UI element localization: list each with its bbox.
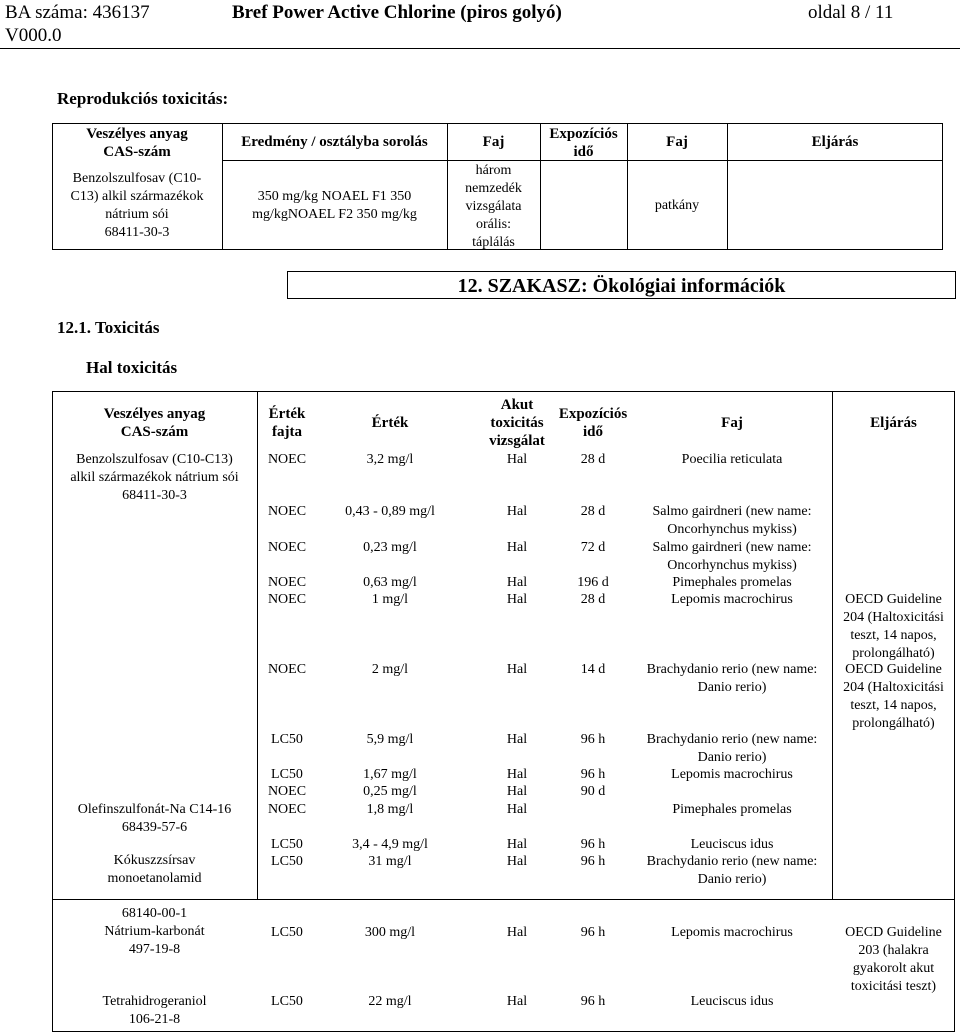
substance-natrium-karbonat: 68140-00-1 Nátrium-karbonát 497-19-8 — [104, 906, 205, 957]
row-7-acute: Hal — [506, 767, 528, 782]
row-5-type: NOEC — [267, 662, 307, 677]
repro-result: 350 mg/kg NOAEL F1 350 mg/kgNOAEL F2 350 mg/kg — [252, 189, 417, 222]
product-title: Bref Power Active Chlorine (piros golyó) — [232, 2, 562, 23]
row-0-species: Poecilia reticulata — [681, 452, 783, 467]
repro-faj2: patkány — [654, 198, 700, 213]
row-2-species: Salmo gairdneri (new name: Oncorhynchus mykiss) — [652, 540, 812, 573]
row-0-acute: Hal — [506, 452, 528, 467]
row-10-value: 3,4 - 4,9 mg/l — [352, 837, 428, 852]
fish-h-acute: Akut toxicitás vizsgálat — [489, 397, 545, 449]
repro-h-result: Eredmény / osztályba sorolás — [241, 134, 428, 150]
row-10-type: LC50 — [271, 837, 303, 852]
row-7-expo: 96 h — [580, 767, 606, 782]
row-6-expo: 96 h — [580, 732, 606, 747]
row-2-value: 0,23 mg/l — [363, 540, 417, 555]
row-13-acute: Hal — [506, 994, 528, 1009]
fish-h-method: Eljárás — [870, 415, 917, 431]
row-3-acute: Hal — [506, 575, 528, 590]
page-number: oldal 8 / 11 — [808, 2, 894, 23]
row-3-type: NOEC — [267, 575, 307, 590]
row-4-type: NOEC — [267, 592, 307, 607]
row-13-type: LC50 — [271, 994, 303, 1009]
ba-number: BA száma: 436137 — [5, 2, 150, 23]
row-12-type: LC50 — [271, 925, 303, 940]
repro-title: Reprodukciós toxicitás: — [57, 89, 229, 108]
row-11-species: Brachydanio rerio (new name: Danio rerio) — [646, 854, 818, 887]
row-5-method: OECD Guideline 204 (Haltoxicitási teszt, 14 napos, prolongálható) — [843, 662, 944, 731]
row-13-value: 22 mg/l — [368, 994, 412, 1009]
row-11-acute: Hal — [506, 854, 528, 869]
row-1-value: 0,43 - 0,89 mg/l — [345, 504, 435, 519]
fish-h-species: Faj — [721, 415, 743, 431]
row-3-expo: 196 d — [577, 575, 609, 590]
row-6-value: 5,9 mg/l — [366, 732, 414, 747]
fish-h-valtype: Érték fajta — [268, 406, 306, 440]
row-12-expo: 96 h — [580, 925, 606, 940]
row-2-type: NOEC — [267, 540, 307, 555]
row-0-expo: 28 d — [580, 452, 606, 467]
row-4-method: OECD Guideline 204 (Haltoxicitási teszt, 14 napos, prolongálható) — [843, 592, 944, 661]
repro-h-method: Eljárás — [811, 134, 859, 150]
row-10-acute: Hal — [506, 837, 528, 852]
row-13-species: Leuciscus idus — [690, 994, 774, 1009]
row-0-type: NOEC — [267, 452, 307, 467]
row-9-acute: Hal — [506, 802, 528, 817]
row-8-acute: Hal — [506, 784, 528, 799]
row-12-value: 300 mg/l — [364, 925, 416, 940]
row-9-species: Pimephales promelas — [672, 802, 792, 817]
fish-h-expo: Expozíciós idő — [558, 406, 628, 440]
repro-h-substance: Veszélyes anyag CAS-szám — [86, 126, 188, 160]
repro-substance: Benzolszulfosav (C10- C13) alkil származékok nátrium sói 68411-30-3 — [70, 171, 204, 240]
row-5-value: 2 mg/l — [371, 662, 409, 677]
row-5-acute: Hal — [506, 662, 528, 677]
row-5-expo: 14 d — [580, 662, 606, 677]
row-5-species: Brachydanio rerio (new name: Danio rerio) — [646, 662, 818, 695]
row-12-method: OECD Guideline 203 (halakra gyakorolt akut toxicitási teszt) — [845, 925, 942, 994]
row-11-type: LC50 — [271, 854, 303, 869]
repro-h-faj: Faj — [482, 134, 505, 150]
row-8-type: NOEC — [267, 784, 307, 799]
row-2-acute: Hal — [506, 540, 528, 555]
row-4-value: 1 mg/l — [371, 592, 409, 607]
row-1-species: Salmo gairdneri (new name: Oncorhynchus mykiss) — [652, 504, 812, 537]
fish-h-value: Érték — [371, 415, 409, 431]
substance-benzolszulfosav: Benzolszulfosav (C10-C13) alkil származékok nátrium sói 68411-30-3 — [70, 452, 239, 503]
header-rule — [0, 48, 960, 49]
row-1-expo: 28 d — [580, 504, 606, 519]
row-0-value: 3,2 mg/l — [366, 452, 414, 467]
row-9-value: 1,8 mg/l — [366, 802, 414, 817]
row-10-expo: 96 h — [580, 837, 606, 852]
version: V000.0 — [5, 25, 62, 46]
row-3-value: 0,63 mg/l — [363, 575, 417, 590]
row-6-species: Brachydanio rerio (new name: Danio rerio) — [646, 732, 818, 765]
substance-tetrahidrogeraniol: Tetrahidrogeraniol 106-21-8 — [102, 994, 207, 1027]
substance-olefinszulfonat: Olefinszulfonát-Na C14-16 68439-57-6 — [77, 802, 232, 835]
repro-faj: három nemzedék vizsgálata orális: táplálás — [465, 163, 522, 250]
substance-kokuszzsirsav: Kókuszzsírsav monoetanolamid — [107, 853, 202, 886]
row-7-type: LC50 — [271, 767, 303, 782]
row-13-expo: 96 h — [580, 994, 606, 1009]
row-8-expo: 90 d — [580, 784, 606, 799]
row-6-acute: Hal — [506, 732, 528, 747]
row-8-value: 0,25 mg/l — [363, 784, 417, 799]
row-11-expo: 96 h — [580, 854, 606, 869]
section-12-banner: 12. SZAKASZ: Ökológiai információk — [287, 271, 956, 299]
fish-h-substance: Veszélyes anyag CAS-szám — [103, 406, 206, 440]
row-4-species: Lepomis macrochirus — [671, 592, 793, 607]
row-7-species: Lepomis macrochirus — [671, 767, 793, 782]
fish-toxicity-title: Hal toxicitás — [86, 358, 178, 377]
row-4-acute: Hal — [506, 592, 528, 607]
section-12-1-title: 12.1. Toxicitás — [57, 318, 160, 337]
row-4-expo: 28 d — [580, 592, 606, 607]
row-7-value: 1,67 mg/l — [363, 767, 417, 782]
row-12-species: Lepomis macrochirus — [671, 925, 793, 940]
row-6-type: LC50 — [271, 732, 303, 747]
repro-h-faj2: Faj — [666, 134, 688, 150]
row-2-expo: 72 d — [580, 540, 606, 555]
repro-h-expo: Expozíciós idő — [549, 126, 618, 160]
row-3-species: Pimephales promelas — [672, 575, 792, 590]
row-9-type: NOEC — [267, 802, 307, 817]
row-1-type: NOEC — [267, 504, 307, 519]
row-1-acute: Hal — [506, 504, 528, 519]
row-11-value: 31 mg/l — [368, 854, 412, 869]
row-12-acute: Hal — [506, 925, 528, 940]
row-10-species: Leuciscus idus — [690, 837, 774, 852]
